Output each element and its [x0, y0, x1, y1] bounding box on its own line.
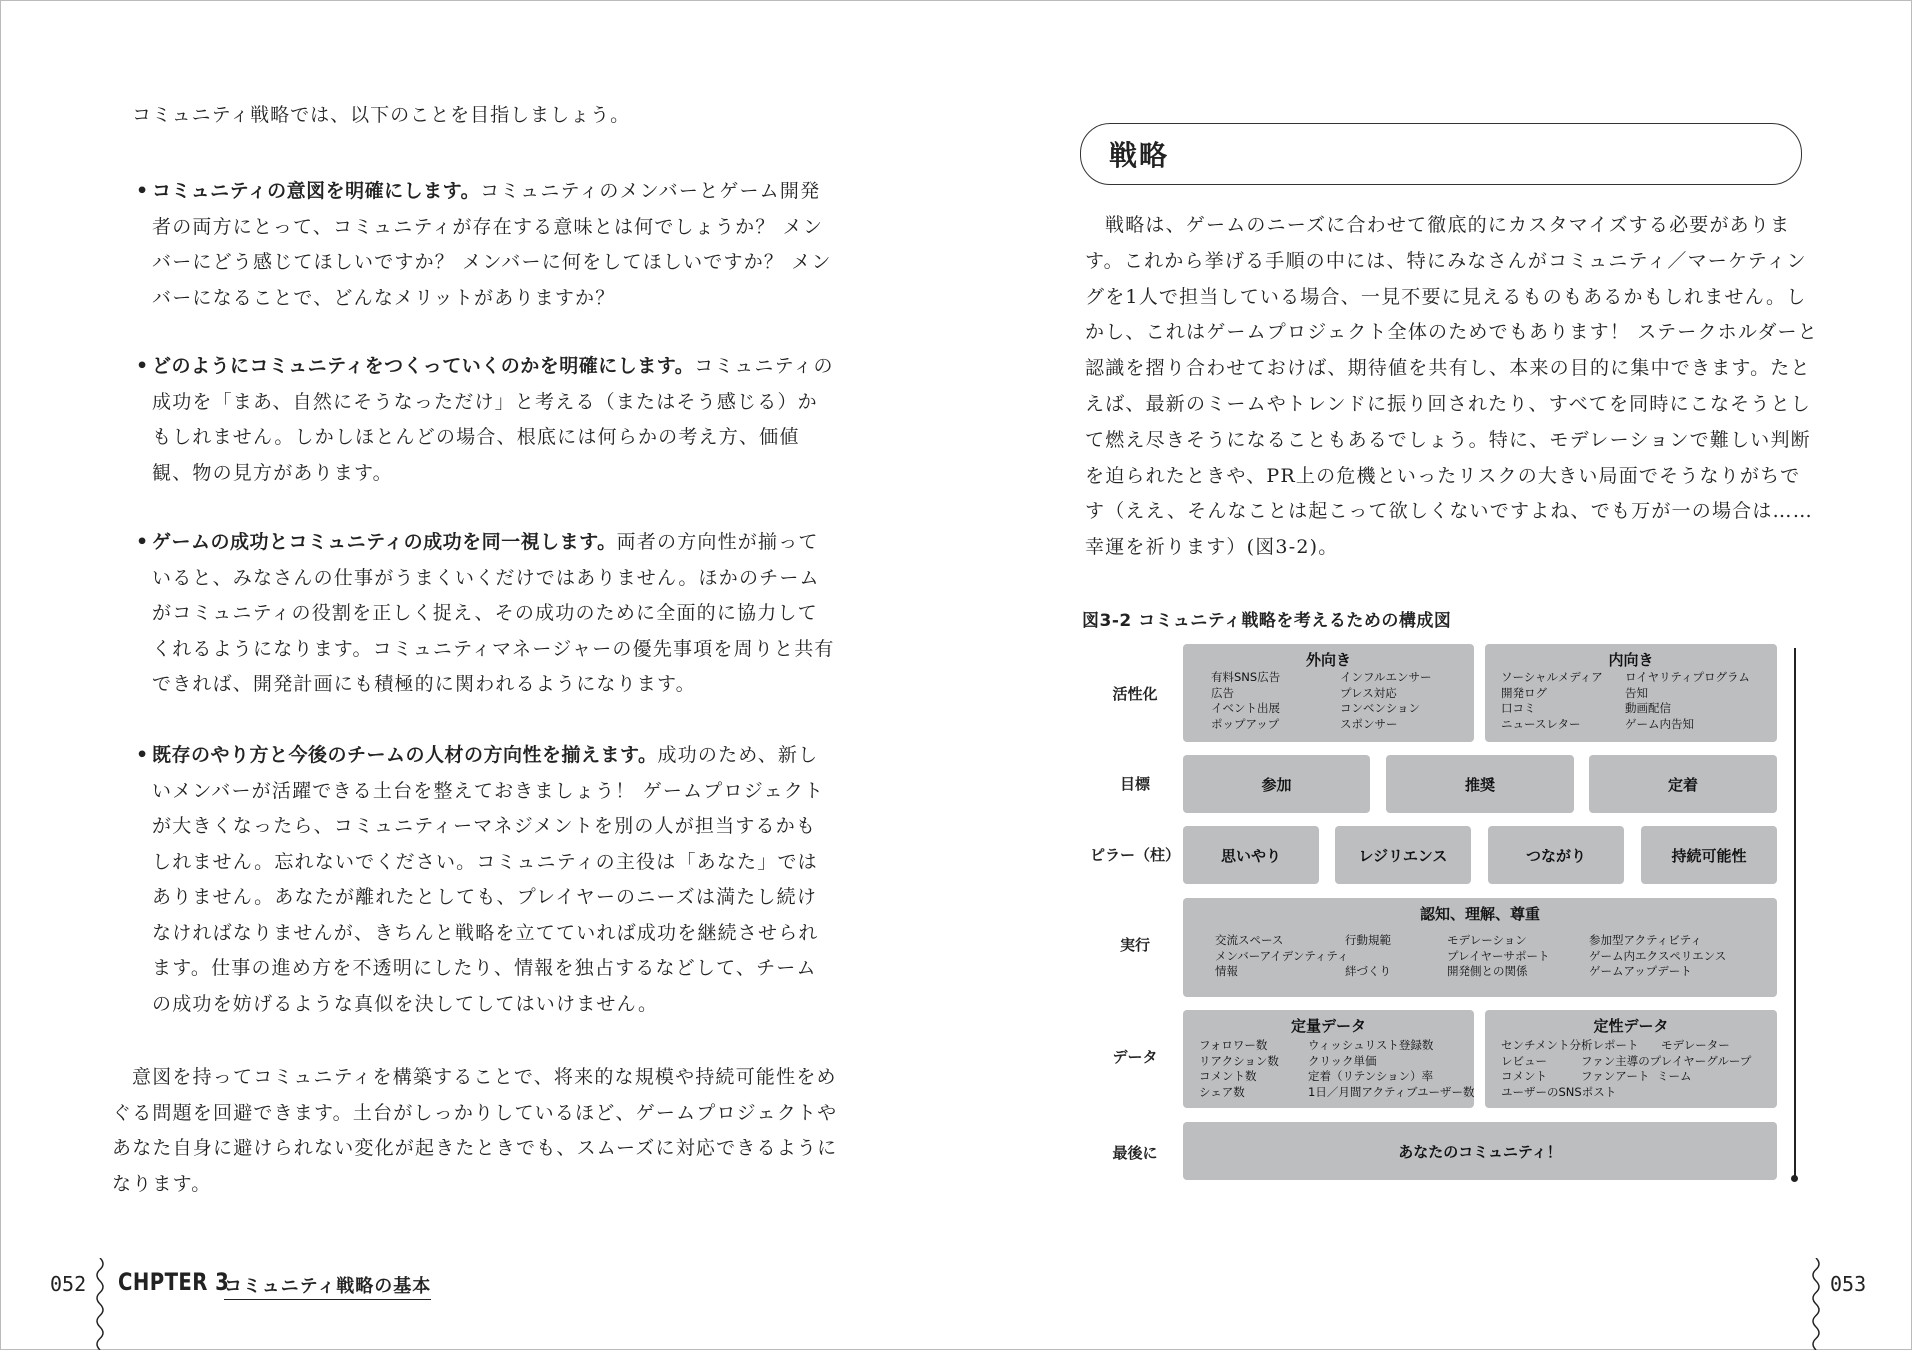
section-heading-box — [1080, 123, 1802, 185]
box-column — [1345, 933, 1391, 980]
box-column — [1657, 1069, 1692, 1085]
left-intro: コミュニティ戦略では、以下のことを目指しましょう。 — [132, 104, 631, 126]
bullet-3 — [136, 525, 836, 703]
box-column — [1308, 1038, 1474, 1100]
box-item: ゲームアップデート — [1589, 964, 1692, 978]
box-item: コメント — [1501, 1069, 1547, 1083]
row-label-goals: 目標 — [1119, 775, 1150, 793]
box-column — [1625, 670, 1750, 732]
row-label-data: データ — [1112, 1048, 1158, 1066]
box-item: 参加型アクティビティ — [1589, 933, 1702, 947]
bullet-dot: • — [136, 744, 150, 766]
box-item: ファンアート — [1581, 1069, 1650, 1083]
bullet-dot: • — [136, 531, 150, 553]
box-item: ユーザーのSNSポスト — [1501, 1084, 1617, 1099]
figure-caption: 図3-2 コミュニティ戦略を考えるための構成図 — [1082, 611, 1452, 631]
wavy-line-right-icon — [1810, 1258, 1822, 1350]
box-item: クリック単価 — [1308, 1053, 1377, 1068]
box-column — [1501, 670, 1603, 732]
box-item: イベント出展 — [1211, 701, 1280, 715]
bullet-dot: • — [136, 355, 150, 377]
vertical-rule-end-dot — [1791, 1175, 1798, 1182]
box-column — [1340, 670, 1432, 732]
box-item: コメント数 — [1199, 1069, 1257, 1083]
box-item: 絆づくり — [1345, 964, 1391, 978]
box-column — [1211, 670, 1280, 732]
box-item: ミーム — [1657, 1069, 1692, 1083]
bullet-lead: コミュニティの意図を明確にします。 — [152, 180, 481, 202]
box-title: 内向き — [1608, 651, 1654, 669]
box-item: ニュースレター — [1501, 716, 1581, 731]
box-item: ウィッシュリスト登録数 — [1308, 1038, 1434, 1052]
box-item: 有料SNS広告 — [1211, 670, 1281, 684]
box-title: 外向き — [1305, 651, 1351, 669]
bullet-text: 両者の方向性が揃っていると、みなさんの仕事がうまくいくだけではありません。ほかのチームがコミュニティの役割を正しく捉え、その成功のために全面的に協力してくれるようになります。コミュニティマネージャーの優先事項を周りと共有できれば、開発計画にも積極的に関われるようになります。 — [152, 531, 835, 695]
box-item: シェア数 — [1199, 1084, 1245, 1099]
box-item — [1345, 949, 1391, 965]
box-column — [1199, 1038, 1279, 1100]
box-item: センチメント分析レポート — [1501, 1038, 1639, 1052]
box-item: フォロワー数 — [1199, 1038, 1268, 1052]
bullet-lead: ゲームの成功とコミュニティの成功を同一視します。 — [152, 531, 617, 553]
bullet-lead: 既存のやり方と今後のチームの人材の方向性を揃えます。 — [152, 744, 658, 766]
left-page-number: 052 — [50, 1272, 87, 1296]
box-column — [1589, 933, 1726, 980]
pillar-box: つながり — [1488, 826, 1624, 884]
pillar-box: 思いやり — [1183, 826, 1319, 884]
box-item: 行動規範 — [1345, 933, 1391, 947]
bullet-text: コミュニティのメンバーとゲーム開発者の両方にとって、コミュニティが存在する意味とは何でしょうか？ メンバーにどう感じてほしいですか？ メンバーに何をしてほしいですか？ メンバーになることで、どんなメリットがありますか？ — [152, 180, 832, 309]
chapter-label: CHPTER 3 — [118, 1268, 230, 1296]
box-item: ロイヤリティプログラム — [1625, 670, 1750, 684]
wavy-line-left-icon — [94, 1258, 106, 1350]
box-title: 認知、理解、尊重 — [1419, 905, 1540, 923]
box-item: プレス対応 — [1340, 685, 1397, 700]
box-item: スポンサー — [1340, 716, 1398, 731]
goal-box: 推奨 — [1386, 755, 1574, 813]
box-item: 広告 — [1211, 685, 1234, 700]
right-page-number: 053 — [1830, 1272, 1867, 1296]
quantitative-data-box — [1183, 1010, 1474, 1108]
box-item: ポップアップ — [1211, 716, 1280, 731]
box-item: 定着（リテンション）率 — [1308, 1069, 1434, 1083]
qualitative-data-box — [1485, 1010, 1777, 1108]
activation-inward-box — [1485, 644, 1777, 742]
box-item: 開発側との関係 — [1447, 964, 1528, 978]
row-label-activation: 活性化 — [1112, 685, 1158, 703]
box-item: 口コミ — [1501, 701, 1536, 715]
row-label-finally: 最後に — [1112, 1144, 1158, 1162]
box-item: 交流スペース — [1215, 933, 1284, 947]
box-column — [1447, 933, 1549, 980]
box-item: ファン主導のプレイヤーグループ — [1581, 1053, 1752, 1068]
finally-box: あなたのコミュニティ！ — [1183, 1122, 1777, 1180]
bullet-text: 成功のため、新しいメンバーが活躍できる土台を整えておきましょう！ ゲームプロジェクトが大きくなったら、コミュニティーマネジメントを別の人が担当するかもしれません。忘れないでください。コミュニティの主役は「あなた」ではありません。あなたが離れたとしても、プレイヤーのニーズは満たし続けなければなりませんが、きちんと戦略を立てていれば成功を継続させられます。仕事の進め方を不透明にしたり、情報を独占するなどして、チームの成功を妨げるような真似を決してしてはいけません。 — [152, 744, 825, 1015]
goal-box: 定着 — [1589, 755, 1777, 813]
box-item: ソーシャルメディア — [1501, 670, 1603, 684]
box-item: コンベンション — [1340, 701, 1420, 715]
box-title: 定量データ — [1290, 1017, 1366, 1035]
box-item: ゲーム内エクスペリエンス — [1589, 948, 1727, 963]
box-item: 告知 — [1625, 685, 1648, 700]
goal-box: 参加 — [1183, 755, 1370, 813]
box-item: 情報 — [1215, 964, 1238, 978]
pillar-box: 持続可能性 — [1641, 826, 1777, 884]
box-item: レビュー — [1501, 1053, 1547, 1068]
bullet-lead: どのようにコミュニティをつくっていくのかを明確にします。 — [152, 355, 695, 377]
box-column — [1215, 933, 1349, 980]
row-label-execution: 実行 — [1119, 936, 1150, 954]
box-item: 開発ログ — [1501, 685, 1547, 700]
box-title: 定性データ — [1593, 1017, 1669, 1035]
bullet-text: コミュニティの成功を「まあ、自然にそうなっただけ」と考える（またはそう感じる）かもしれません。しかしほとんどの場合、根底には何らかの考え方、価値観、物の見方があります。 — [152, 355, 834, 484]
box-item: 動画配信 — [1625, 701, 1671, 715]
box-item: インフルエンサー — [1340, 670, 1432, 684]
activation-outward-box — [1183, 644, 1474, 742]
pillar-box: レジリエンス — [1335, 826, 1471, 884]
chapter-title: コミュニティ戦略の基本 — [224, 1272, 431, 1300]
left-closing-paragraph: 意図を持ってコミュニティを構築することで、将来的な規模や持続可能性をめぐる問題を回避できます。土台がしっかりしているほど、ゲームプロジェクトやあなた自身に避けられない変化が起きたときでも、スムーズに対応できるようになります。 — [112, 1066, 838, 1195]
right-body-paragraph: 戦略は、ゲームのニーズに合わせて徹底的にカスタマイズする必要があります。これから挙げる手順の中には、特にみなさんがコミュニティ／マーケティングを1人で担当している場合、一見不要に見えるものもあるかもしれません。しかし、これはゲームプロジェクト全体のためでもあります！ ステークホルダーと認識を摺り合わせておけば、期待値を共有し、本来の目的に集中できます。たとえば、最新のミームやトレンドに振り回されたり、すべてを同時にこなそうとして燃え尽きそうになることもあるでしょう。特に、モデレーションで難しい判断を迫られたときや、PR上の危機といったリスクの大きい局面でそうなりがちです（ええ、そんなことは起こって欲しくないですよね、でも万が一の場合は……幸運を祈ります）(図3-2)。 — [1085, 214, 1818, 559]
box-item: リアクション数 — [1199, 1053, 1279, 1068]
box-item: プレイヤーサポート — [1447, 948, 1550, 963]
box-item: モデレーション — [1447, 933, 1527, 947]
bullet-dot: • — [136, 180, 150, 202]
bullet-4 — [136, 738, 836, 1022]
execution-box — [1183, 898, 1777, 997]
box-item: 1日／月間アクティブユーザー数 — [1308, 1084, 1475, 1099]
bullet-1 — [136, 174, 836, 316]
box-item: ゲーム内告知 — [1625, 716, 1694, 731]
box-item: モデレーター — [1661, 1038, 1730, 1052]
row-label-pillars: ピラー（柱） — [1089, 846, 1180, 864]
section-heading: 戦略 — [1109, 139, 1170, 172]
bullet-2 — [136, 349, 836, 491]
box-item: メンバーアイデンティティ — [1215, 948, 1349, 963]
vertical-rule — [1794, 648, 1796, 1178]
